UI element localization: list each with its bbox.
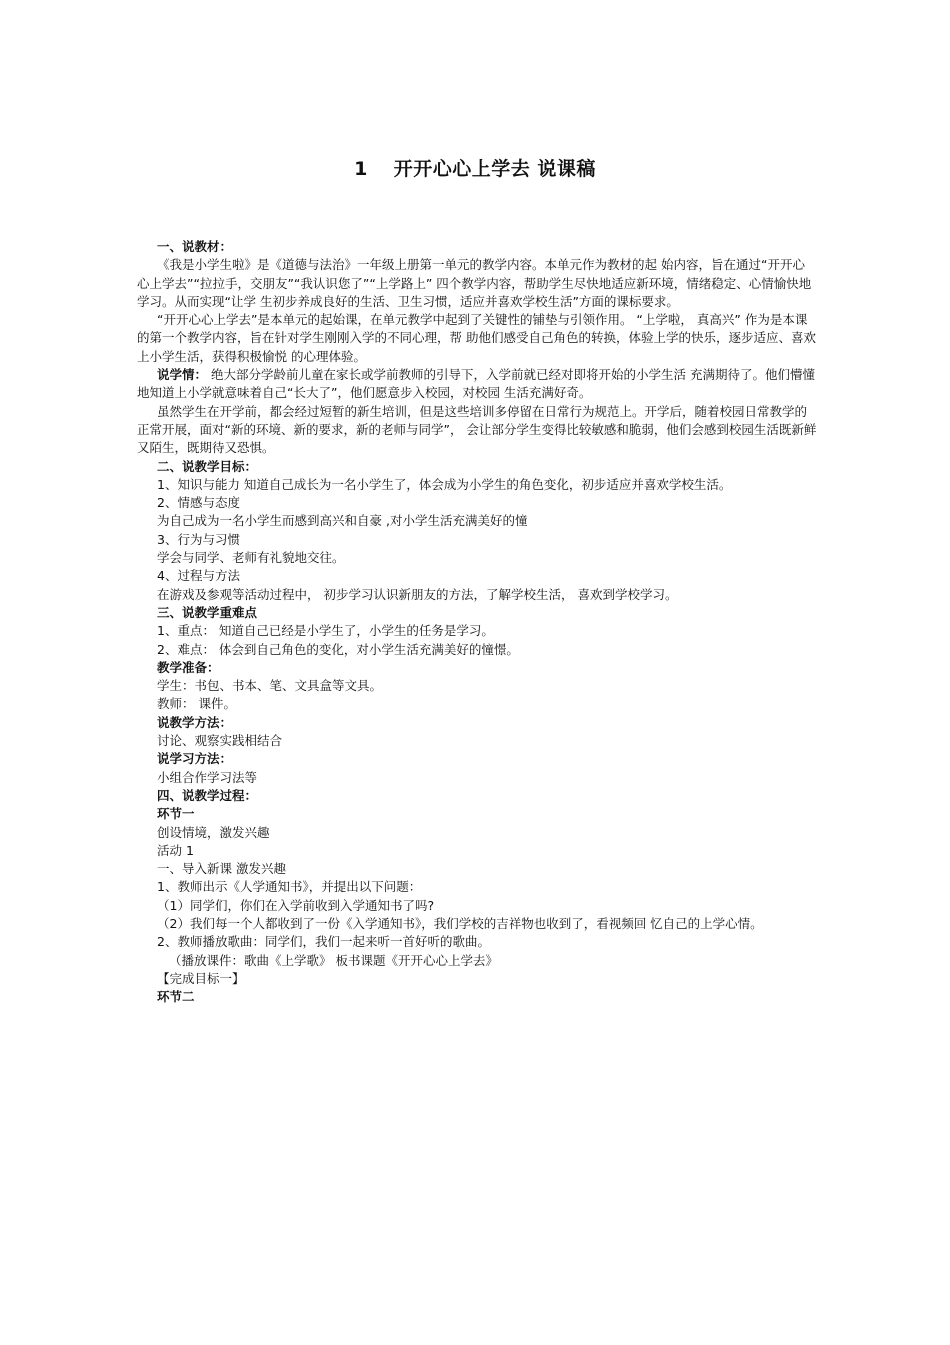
key-point: 1、重点： 知道自己已经是小学生了，小学生的任务是学习。 bbox=[157, 623, 494, 639]
key-point: 2、难点： 体会到自己角色的变化，对小学生活充满美好的憧憬。 bbox=[157, 641, 519, 657]
goal-label: 2、情感与态度 bbox=[157, 495, 240, 511]
step-item: 1、教师出示《人学通知书》，并提出以下问题： bbox=[157, 879, 422, 895]
paragraph: “开开心心上学去”是本单元的起始课，在单元教学中起到了关键性的铺垫与引领作用。 “上学啦， 真高兴” 作为是本课的第一个教学内容，旨在针对学生刚刚入学的不同心理，帮 助他们感受自己角色的转换，体验上学的快乐，逐步适应、喜欢上小学生活，获得积极愉悦 的心理体验。 bbox=[137, 312, 816, 364]
title-text: 开开心心上学去 说课稿 bbox=[393, 158, 596, 180]
goal-text: 学会与同学、老师有礼貌地交往。 bbox=[157, 550, 345, 566]
learning-method-text: 小组合作学习法等 bbox=[157, 769, 258, 785]
question-item: （2）我们每一个人都收到了一份《入学通知书》，我们学校的吉祥物也收到了，看视频回 忆自己的上学心情。 bbox=[157, 915, 763, 931]
paragraph-student-analysis bbox=[137, 366, 817, 403]
goal-label: 3、行为与习惯 bbox=[157, 531, 240, 547]
goal-text: 在游戏及参观等活动过程中， 初步学习认识新朋友的方法，了解学校生活， 喜欢到学校学习。 bbox=[157, 586, 678, 602]
student-analysis-text: 绝大部分学龄前儿童在家长或学前教师的引导下，入学前就已经对即将开始的小学生活 充满期待了。他们懵懂地知道上小学就意味着自己“长大了”，他们愿意步入校园，对校园 生活充满好奇。 bbox=[137, 367, 815, 401]
link-two-heading: 环节二 bbox=[157, 989, 195, 1005]
paragraph: 《我是小学生啦》是《道德与法治》一年级上册第一单元的教学内容。本单元作为教材的起 始内容，旨在通过“开开心心上学去”“拉拉手，交朋友”“我认识您了”“上学路上” 四个教学内容，帮助学生尽快地适应新环境，情绪稳定、心情愉快地学习。从而实现“让学 生初步养成良好的生活、卫生习惯，适应并喜欢学校生活”方面的课标要求。 bbox=[137, 257, 812, 309]
question-item: （1）同学们，你们在入学前收到入学通知书了吗? bbox=[157, 897, 435, 913]
goal-complete: 【完成目标一】 bbox=[157, 970, 245, 986]
step-item: 2、教师播放歌曲：同学们，我们一起来听一首好听的歌曲。 bbox=[157, 934, 490, 950]
link-one-heading: 环节一 bbox=[157, 806, 195, 822]
activity-label: 活动 1 bbox=[157, 842, 194, 858]
section-heading-goals: 二、说教学目标： bbox=[157, 458, 258, 474]
preparation-students: 学生：书包、书本、笔、文具盒等文具。 bbox=[157, 678, 383, 694]
preparation-teacher: 教师： 课件。 bbox=[157, 696, 236, 712]
heading-teaching-method: 说教学方法： bbox=[157, 714, 233, 730]
section-heading-textbook: 一、说教材： bbox=[157, 239, 233, 254]
page-title bbox=[0, 154, 950, 181]
goal-label: 4、过程与方法 bbox=[157, 568, 240, 584]
step-heading: 一、导入新课 激发兴趣 bbox=[157, 861, 286, 877]
step-note-text: （播放课件：歌曲《上学歌》 板书课题《开开心心上学去》 bbox=[169, 952, 498, 968]
teaching-method-text: 讨论、观察实践相结合 bbox=[157, 733, 283, 749]
heading-preparation: 教学准备： bbox=[157, 659, 220, 675]
goal-text: 为自己成为一名小学生而感到高兴和自豪 ,对小学生活充满美好的憧 bbox=[157, 513, 528, 529]
section-heading-key-points: 三、说教学重难点 bbox=[157, 604, 258, 620]
title-number: 1 bbox=[354, 158, 368, 180]
heading-learning-method: 说学习方法： bbox=[157, 751, 233, 767]
document-body bbox=[137, 238, 817, 1006]
section-heading-process: 四、说教学过程： bbox=[157, 787, 258, 803]
step-note bbox=[137, 952, 817, 970]
student-analysis-label: 说学情： bbox=[157, 367, 208, 383]
paragraph: 虽然学生在开学前，都会经过短暂的新生培训，但是这些培训多停留在日常行为规范上。开学后，随着校园日常教学的正常开展，面对“新的环境、新的要求，新的老师与同学”， 会让部分学生变得比较敏感和脆弱，他们会感到校园生活既新鲜又陌生，既期待又恐惧。 bbox=[137, 403, 817, 456]
link-one-text: 创设情境，激发兴趣 bbox=[157, 824, 270, 840]
goal-item: 1、知识与能力 知道自己成长为一名小学生了，体会成为小学生的角色变化，初步适应并喜欢学校生活。 bbox=[157, 476, 732, 492]
